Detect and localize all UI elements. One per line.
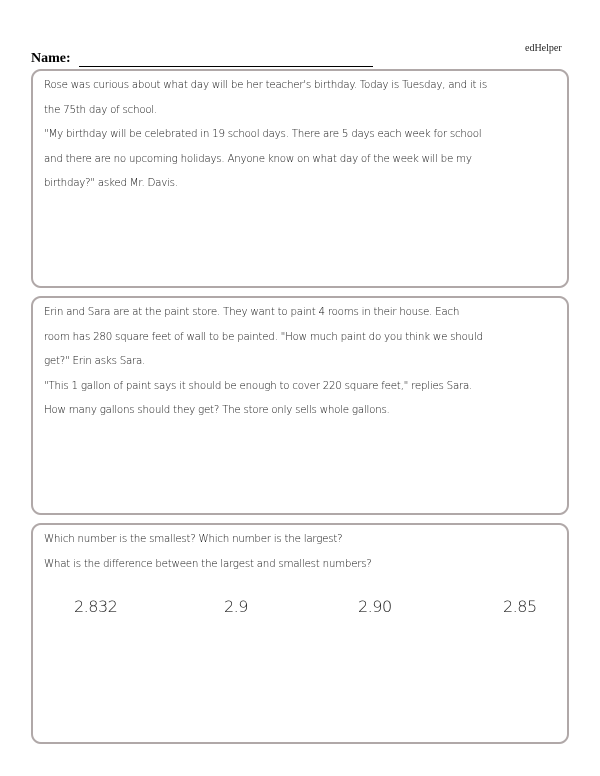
brand-label: edHelper bbox=[525, 43, 562, 54]
problem-box-3 bbox=[31, 523, 569, 744]
problem-box-2 bbox=[31, 296, 569, 515]
number-item: 2.832 bbox=[74, 597, 118, 616]
problem-line: birthday?" asked Mr. Davis. bbox=[44, 177, 178, 189]
problem-line: "This 1 gallon of paint says it should be enough to cover 220 square feet," replies Sara. bbox=[44, 379, 473, 392]
problem-line: What is the difference between the largest and smallest numbers? bbox=[44, 557, 372, 570]
number-item: 2.9 bbox=[224, 597, 248, 616]
number-item: 2.90 bbox=[358, 597, 392, 616]
problem-line: Erin and Sara are at the paint store. They want to paint 4 rooms in their house. Each bbox=[44, 306, 460, 318]
problem-text bbox=[33, 298, 567, 423]
problem-line: and there are no upcoming holidays. Anyone know on what day of the week will be my bbox=[44, 152, 472, 165]
problem-line: "My birthday will be celebrated in 19 school days. There are 5 days each week for school bbox=[44, 128, 482, 140]
problem-box-1 bbox=[31, 69, 569, 288]
problem-line: the 75th day of school. bbox=[44, 103, 158, 116]
problem-line: How many gallons should they get? The store only sells whole gallons. bbox=[44, 404, 390, 416]
problem-line: room has 280 square feet of wall to be painted. "How much paint do you think we should bbox=[44, 330, 483, 343]
problem-text bbox=[33, 525, 567, 576]
problem-line: Which number is the smallest? Which number is the largest? bbox=[44, 533, 343, 545]
name-field bbox=[31, 51, 373, 67]
problem-line: get?" Erin asks Sara. bbox=[44, 355, 146, 367]
problem-text bbox=[33, 71, 567, 196]
name-label: Name: bbox=[31, 51, 71, 66]
name-blank-line[interactable] bbox=[79, 52, 373, 67]
problem-line: Rose was curious about what day will be her teacher's birthday. Today is Tuesday, and it is bbox=[44, 79, 488, 91]
number-item: 2.85 bbox=[503, 597, 537, 616]
